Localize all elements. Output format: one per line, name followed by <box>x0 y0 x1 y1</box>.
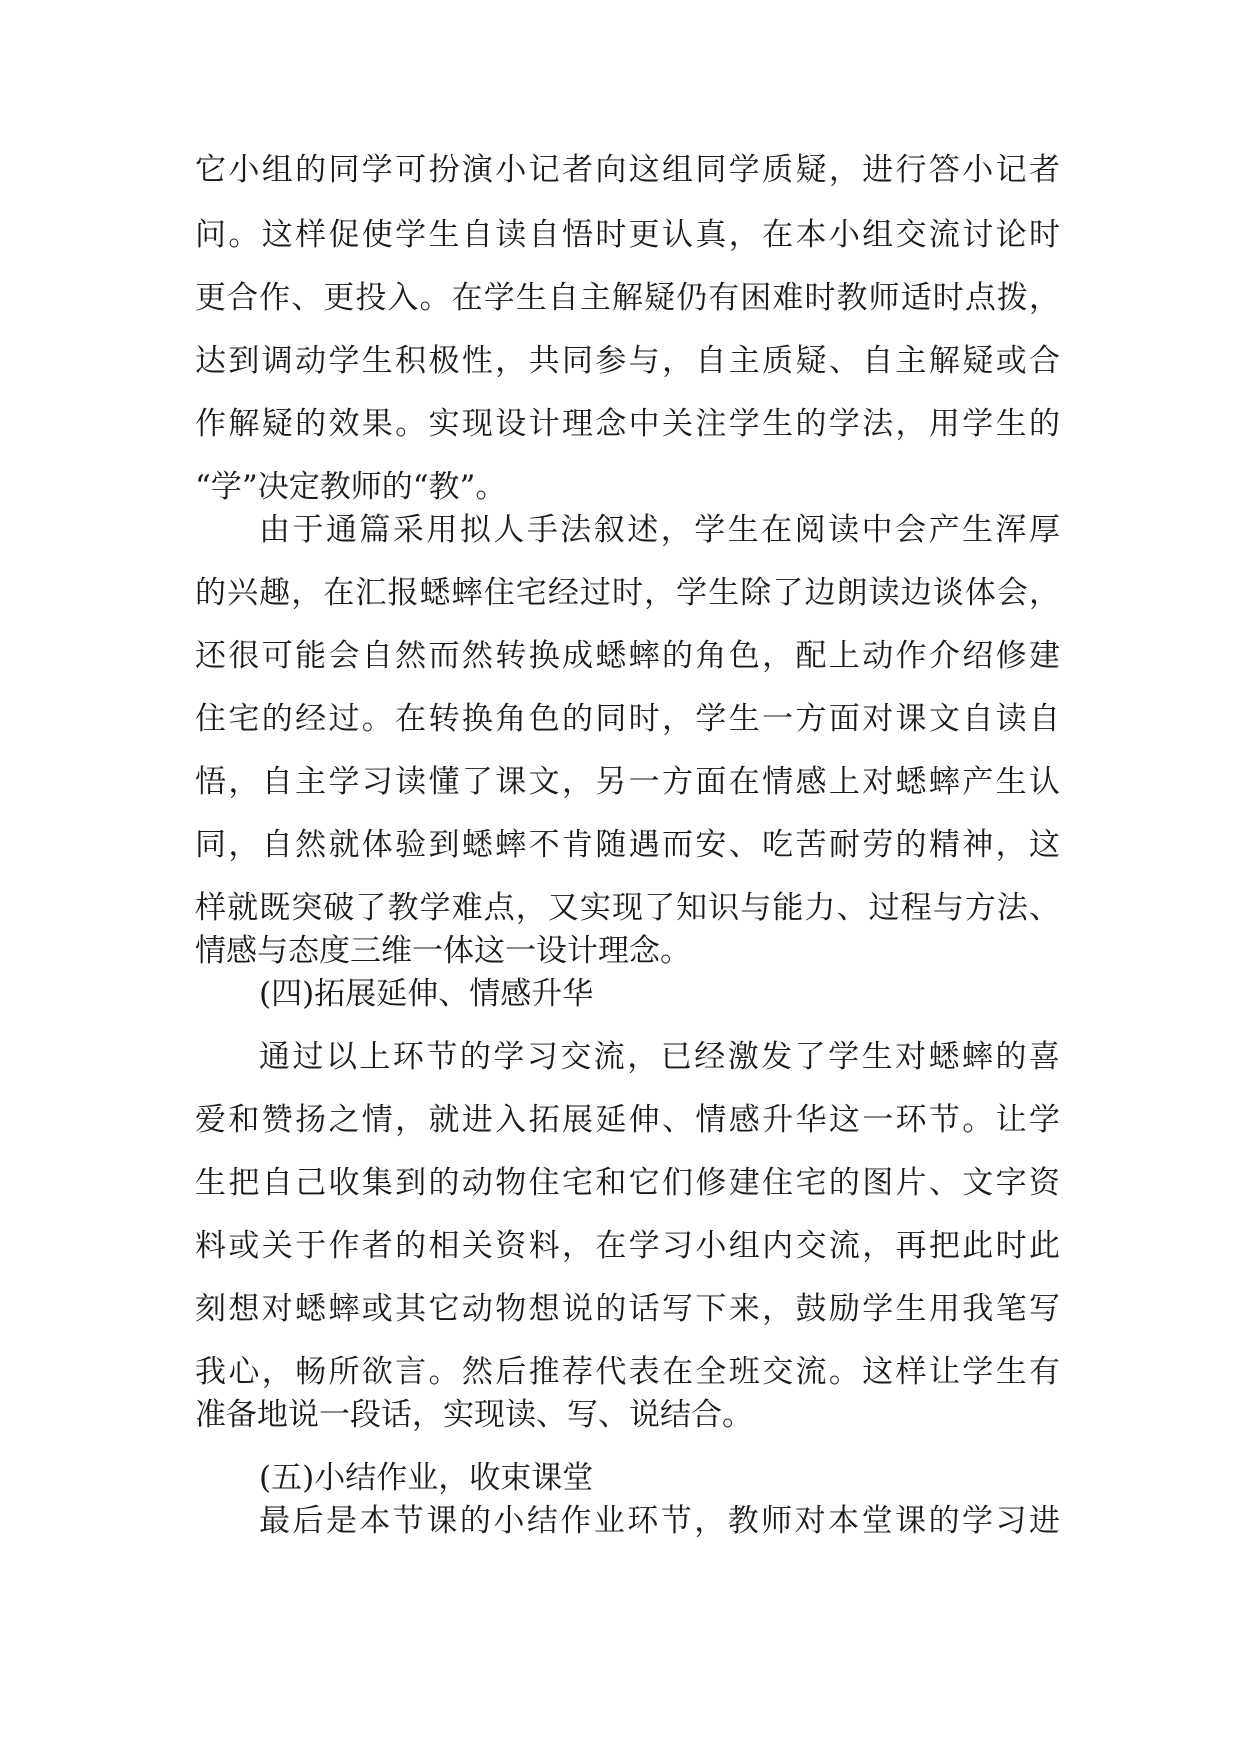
body-text-line: 情感与态度三维一体这一设计理念。 <box>195 933 691 969</box>
paragraph-first-line: 通过以上环节的学习交流，已经激发了学生对蟋蟀的喜 <box>259 1039 1060 1075</box>
section-heading-5: (五)小结作业，收束课堂 <box>259 1460 594 1496</box>
body-text-line: 更合作、更投入。在学生自主解疑仍有困难时教师适时点拨， <box>195 280 1060 316</box>
body-text-line: 问。这样促使学生自读自悟时更认真，在本小组交流讨论时 <box>195 217 1060 253</box>
body-text-line: 它小组的同学可扮演小记者向这组同学质疑，进行答小记者 <box>195 152 1060 188</box>
section-heading-4: (四)拓展延伸、情感升华 <box>259 976 594 1012</box>
body-text-line: 生把自己收集到的动物住宅和它们修建住宅的图片、文字资 <box>195 1165 1060 1201</box>
body-text-line: 样就既突破了教学难点，又实现了知识与能力、过程与方法、 <box>195 890 1060 926</box>
body-text-line: 料或关于作者的相关资料，在学习小组内交流，再把此时此 <box>195 1228 1060 1264</box>
body-text-line: 还很可能会自然而然转换成蟋蟀的角色，配上动作介绍修建 <box>195 638 1060 674</box>
body-text-line: 达到调动学生积极性，共同参与，自主质疑、自主解疑或合 <box>195 343 1060 379</box>
body-text-line: 的兴趣，在汇报蟋蟀住宅经过时，学生除了边朗读边谈体会， <box>195 575 1060 611</box>
paragraph-first-line: 最后是本节课的小结作业环节，教师对本堂课的学习进 <box>259 1503 1060 1539</box>
body-text-line: 悟，自主学习读懂了课文，另一方面在情感上对蟋蟀产生认 <box>195 764 1060 800</box>
body-text-line: 准备地说一段话，实现读、写、说结合。 <box>195 1397 753 1433</box>
paragraph-first-line: 由于通篇采用拟人手法叙述，学生在阅读中会产生浑厚 <box>259 512 1060 548</box>
body-text-line: 我心，畅所欲言。然后推荐代表在全班交流。这样让学生有 <box>195 1354 1060 1390</box>
body-text-line: “学”决定教师的“教”。 <box>195 469 507 505</box>
body-text-line: 同，自然就体验到蟋蟀不肯随遇而安、吃苦耐劳的精神，这 <box>195 827 1060 863</box>
body-text-line: 刻想对蟋蟀或其它动物想说的话写下来，鼓励学生用我笔写 <box>195 1291 1060 1327</box>
body-text-line: 作解疑的效果。实现设计理念中关注学生的学法，用学生的 <box>195 406 1060 442</box>
body-text-line: 住宅的经过。在转换角色的同时，学生一方面对课文自读自 <box>195 701 1060 737</box>
body-text-line: 爱和赞扬之情，就进入拓展延伸、情感升华这一环节。让学 <box>195 1102 1060 1138</box>
